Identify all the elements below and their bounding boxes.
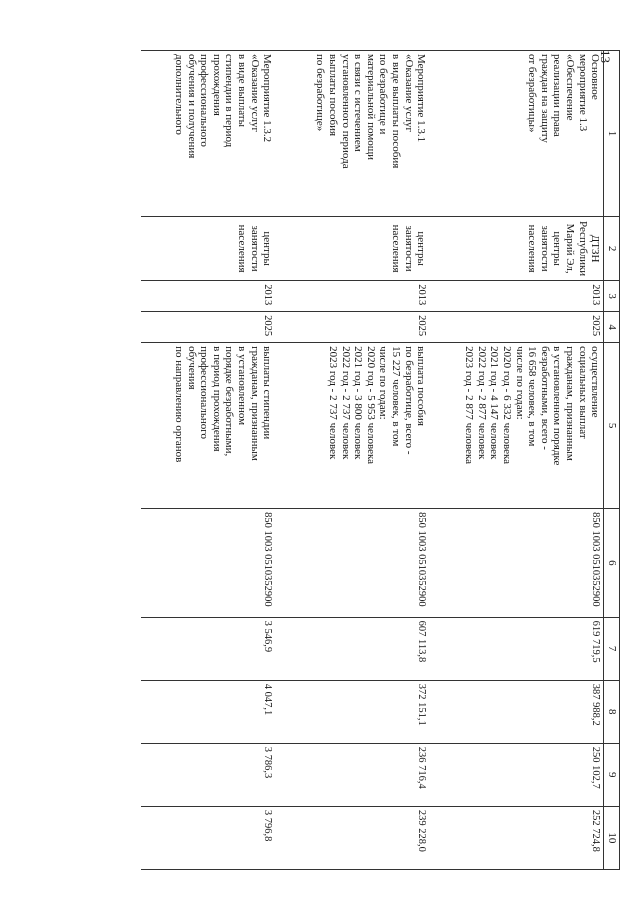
start-year-cell: 2013 (429, 281, 604, 312)
start-year-cell: 2013 (275, 281, 429, 312)
text-line: по безработице» (314, 54, 327, 132)
amount-cell: 372 151,1 (275, 680, 429, 743)
amount-cell: 3 786,3 (141, 743, 275, 806)
header-cell: 5 (604, 343, 620, 509)
text-line: 2022 год - 2 877 человек (475, 346, 488, 460)
amount-cell: 239 228,0 (275, 806, 429, 869)
table-row (429, 51, 604, 870)
text-line: мероприятие 1.3 (576, 54, 589, 132)
text-line: стипендии в период (223, 54, 236, 148)
budget-code-cell: 850 1003 0510352900 (141, 509, 275, 617)
activity-name-cell (141, 51, 275, 217)
amount-cell: 250 102,7 (429, 743, 604, 806)
table-row (275, 51, 429, 870)
budget-code-cell: 850 1003 0510352900 (429, 509, 604, 617)
text-line: безработными, всего - (538, 346, 551, 450)
text-line: Мероприятие 1.3.2 (261, 54, 274, 143)
text-line: гражданам, признанным (248, 346, 261, 461)
end-year-cell: 2025 (429, 312, 604, 343)
header-cell: 2 (604, 217, 620, 281)
text-line: «Обеспечение (564, 54, 577, 121)
text-line: в период прохождения (210, 346, 223, 452)
header-cell: 1 (604, 51, 620, 217)
amount-cell: 3 796,8 (141, 806, 275, 869)
text-line: по безработице и (377, 54, 390, 135)
text-line: 2023 год - 2 877 человека (462, 346, 475, 465)
text-line: занятости (248, 225, 261, 272)
text-line: Республики (576, 221, 589, 277)
text-line: Марий Эл, (564, 223, 577, 274)
text-line: дополнительного (172, 54, 185, 135)
text-line: прохождения (210, 54, 223, 116)
text-line: центры (415, 231, 428, 266)
text-line: «Оказание услуг (402, 54, 415, 133)
text-line: ДТЗН (589, 234, 602, 263)
result-cell (429, 343, 604, 509)
text-line: в виде выплаты (236, 54, 249, 128)
text-line: занятости (402, 225, 415, 272)
text-line: 2020 год - 6 332 человека (500, 346, 513, 465)
text-line: в связи с истечением (352, 54, 365, 152)
text-line: 2021 год - 4 147 человек (488, 346, 501, 460)
text-line: профессионального (198, 54, 211, 147)
text-line: центры (551, 231, 564, 266)
funding-table-container (110, 50, 620, 870)
text-line: 15 227 человек, в том (390, 346, 403, 447)
text-line: центры (261, 231, 274, 266)
amount-cell: 236 716,4 (275, 743, 429, 806)
text-line: в виде выплаты пособия (390, 54, 403, 169)
activity-name-cell (275, 51, 429, 217)
text-line: 2020 год - 5 953 человека (364, 346, 377, 465)
activity-name-cell (429, 51, 604, 217)
header-cell: 10 (604, 806, 620, 869)
header-cell: 7 (604, 617, 620, 680)
text-line: социальных выплат (576, 346, 589, 439)
end-year-cell: 2025 (275, 312, 429, 343)
text-line: обучения и получения (185, 54, 198, 159)
text-line: занятости (538, 225, 551, 272)
text-line: «Оказание услуг (248, 54, 261, 133)
text-line: выплата пособия (415, 346, 428, 426)
text-line: числе по годам: (377, 346, 390, 420)
text-line: порядке безработными, (223, 346, 236, 457)
result-cell (141, 343, 275, 509)
executor-cell (141, 217, 275, 281)
text-line: по направлению органов (172, 346, 185, 463)
header-cell: 3 (604, 281, 620, 312)
text-line: материальной помощи (364, 54, 377, 161)
result-cell (275, 343, 429, 509)
text-line: Основное (589, 54, 602, 100)
amount-cell: 4 047,1 (141, 680, 275, 743)
text-line: осуществление (589, 346, 602, 418)
text-line: реализации права (551, 54, 564, 137)
text-line: от безработицы» (526, 54, 539, 133)
funding-table (141, 50, 620, 870)
end-year-cell: 2025 (141, 312, 275, 343)
text-line: 2023 год - 2 737 человек (326, 346, 339, 460)
text-line: граждан на защиту (538, 54, 551, 143)
amount-cell: 607 113,8 (275, 617, 429, 680)
text-line: населения (526, 224, 539, 273)
text-line: установленного периода (339, 54, 352, 169)
text-line: 2021 год - 3 800 человек (352, 346, 365, 460)
text-line: числе по годам: (513, 346, 526, 420)
text-line: Мероприятие 1.3.1 (415, 54, 428, 143)
text-line: 16 658 человек, в том (526, 346, 539, 447)
amount-cell: 619 719,5 (429, 617, 604, 680)
text-line: в установленном порядке (551, 346, 564, 466)
text-line: гражданам, признанным (564, 346, 577, 461)
header-cell: 9 (604, 743, 620, 806)
text-line: 2022 год - 2 737 человек (339, 346, 352, 460)
table-row (141, 51, 275, 870)
executor-cell (275, 217, 429, 281)
header-cell: 4 (604, 312, 620, 343)
header-cell: 6 (604, 509, 620, 617)
text-line: населения (390, 224, 403, 273)
header-cell: 8 (604, 680, 620, 743)
text-line: обучения (185, 346, 198, 390)
page-number: 13 (598, 50, 613, 63)
executor-cell (429, 217, 604, 281)
amount-cell: 252 724,8 (429, 806, 604, 869)
text-line: выплаты стипендии (261, 346, 274, 440)
text-line: профессионального (198, 346, 211, 439)
amount-cell: 387 988,2 (429, 680, 604, 743)
text-line: выплаты пособия (326, 54, 339, 137)
text-line: населения (236, 224, 249, 273)
header-row (604, 51, 620, 870)
amount-cell: 3 546,9 (141, 617, 275, 680)
text-line: в установленном (236, 346, 249, 426)
start-year-cell: 2013 (141, 281, 275, 312)
text-line: по безработице, всего - (402, 346, 415, 455)
budget-code-cell: 850 1003 0510352900 (275, 509, 429, 617)
